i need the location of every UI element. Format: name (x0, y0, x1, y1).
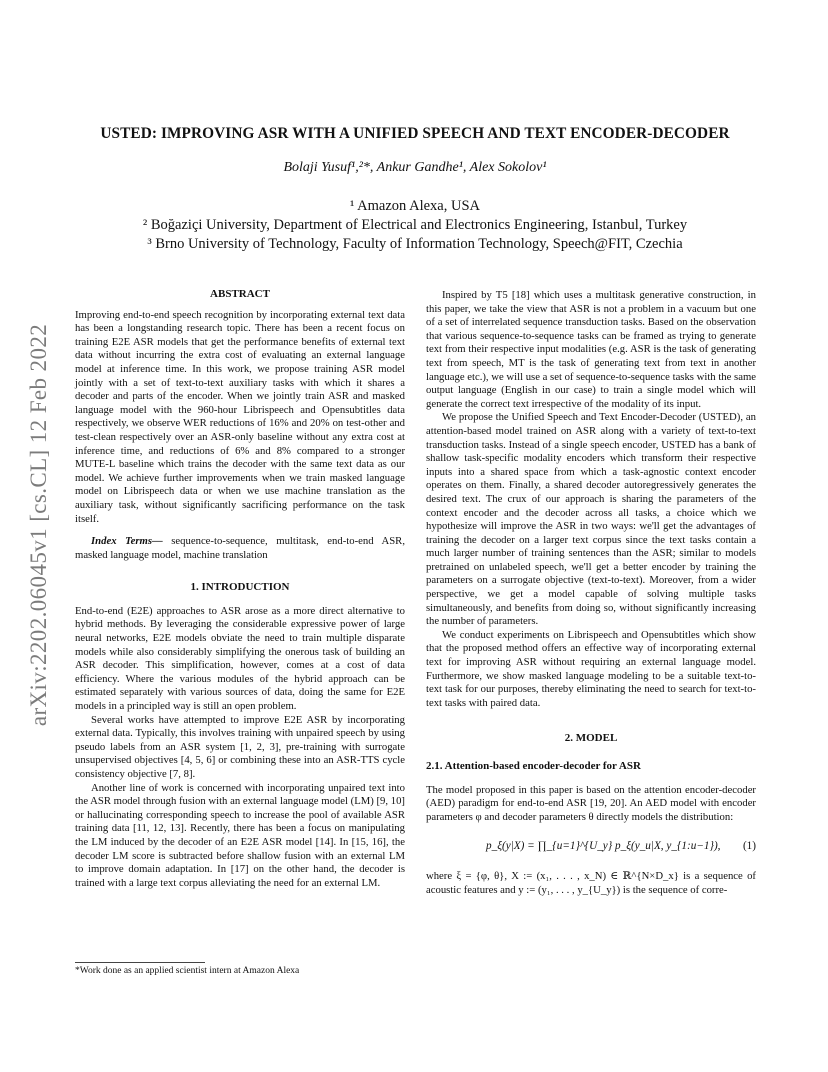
equation-1 (426, 840, 756, 854)
index-terms-label: Index Terms— (91, 535, 163, 548)
intro-paragraph-3: Another line of work is concerned with incorporating unpaired text into the ASR model through fusion with an external language model (LM) [9, 10] or hallucinating corresponding speech to increase the pool of available ASR training data [11, 12, 13]. Recently, there has been a focus on manipulating the LM induced by the decoder of an E2E ASR model [14]. In [15, 16], the decoder LM score is subtracted before shallow fusion with an external LM to improve domain adaptation. In [17] on the other hand, the decoder is trained with a large text corpus alleviating the need for an external LM. (75, 781, 405, 889)
arxiv-id: arXiv:2202.06045v1 [cs.CL] 12 Feb 2022 (26, 323, 51, 727)
footnote: *Work done as an applied scientist intern at Amazon Alexa (75, 966, 300, 976)
model-subheading: 2.1. Attention-based encoder-decoder for ASR (426, 760, 641, 772)
right-column (426, 289, 756, 897)
abstract-heading: ABSTRACT (210, 288, 270, 300)
affiliation-1: ¹ Amazon Alexa, USA (350, 198, 480, 214)
introduction-heading: 1. INTRODUCTION (190, 581, 290, 594)
arxiv-sidebar-stamp (22, 290, 56, 760)
affiliation-3: ³ Brno University of Technology, Faculty of Information Technology, Speech@FIT, Czechia (147, 236, 683, 252)
author-list: Bolaji Yusuf¹,²*, Ankur Gandhe¹, Alex Sokolov¹ (283, 160, 547, 175)
model-heading: 2. MODEL (564, 732, 618, 745)
model-paragraph-2: where ξ = {φ, θ}, X := (x₁, . . . , x_N) ∈ ℝ^{N×D_x} is a sequence of acoustic features and y := (y₁, . . . , y_{U_y}) is the sequence of corre- (426, 869, 756, 896)
intro-paragraph-2: Several works have attempted to improve E2E ASR by incorporating external data. Typically, this involves training with unpaired speech by using pseudo labels from an ASR system [1, 2, 3], pre-training with surrogate unsupervised objectives [4, 5, 6] or combining these into an ASR-TTS cycle consistency objective [7, 8]. (75, 713, 405, 780)
footnote-divider (75, 962, 205, 963)
left-column (75, 288, 405, 890)
paper-title: USTED: IMPROVING ASR WITH A UNIFIED SPEECH AND TEXT ENCODER-DECODER (100, 125, 730, 142)
index-terms (75, 535, 405, 562)
affiliation-2: ² Boğaziçi University, Department of Electrical and Electronics Engineering, Istanbul, Turkey (142, 217, 688, 233)
index-terms-text: sequence-to-sequence, multitask, end-to-end ASR, masked language model, machine translation (75, 535, 405, 561)
intro-paragraph-5: We propose the Unified Speech and Text Encoder-Decoder (USTED), an attention-based model trained on ASR along with a variety of text-to-text transduction tasks. Instead of a single speech encoder, USTED has a bank of shallow task-specific modality encoders which transform their respective inputs into a shared space from which a task-agnostic context encoder operates on them. Finally, a shared decoder autoregressively generates the desired text. The crux of our approach is sharing the parameters of the context encoder and the decoder across all tasks, a choice which we hypothesize will improve the ASR in two ways: we'll get the advantages of training the decoder on a larger text corpus since the text tasks contain a much larger number of training sentences than the ASR; similar to models pretrained on unlabeled speech, we'll get a better encoder by training the parameters on a surrogate objective (text-to-text). Moreover, from a wider perspective, we get a model capable of solving multiple tasks simultaneously, and benefits from doing so, without significantly increasing the number of parameters. (426, 411, 756, 628)
abstract-text: Improving end-to-end speech recognition by incorporating external text data has been a longstanding research topic. There has been a recent focus on training E2E ASR models that get the performance benefits of external text data without incurring the extra cost of evaluating an external language model at inference time. In this work, we propose training ASR model jointly with a set of text-to-text auxiliary tasks with which it shares a decoder and parts of the encoder. When we jointly train ASR and masked language model with the 960-hour Librispeech and Opensubtitles data respectively, we observe WER reductions of 16% and 20% on test-other and test-clean respectively over an ASR-only baseline without any extra cost at inference time, and reductions of 6% and 8% compared to a stronger MUTE-L baseline which trains the decoder with the same text data as our model. We achieve further improvements when we train masked language model on Librispeech data or when we use machine translation as the auxiliary task, without significantly sacrificing performance on the task itself. (75, 308, 405, 525)
intro-paragraph-1: End-to-end (E2E) approaches to ASR arose as a more direct alternative to hybrid methods. By leveraging the considerable expressive power of large neural networks, E2E models obviate the need to train multiple disparate models while also considerably simplifying the onerous task of building an ASR decoder. This simplification, however, comes at a cost of data efficiency. Where the various modules of the hybrid approach can be estimated separately with various sources of data, doing the same for E2E models in a principled way is still an open problem. (75, 604, 405, 713)
intro-paragraph-6: We conduct experiments on Librispeech and Opensubtitles which show that the proposed method offers an effective way of incorporating external text for improving ASR without requiring an external language model. Furthermore, we show masked language modeling to be a suitable text-to-text task for our purposes, thereby eliminating the need to search for text-to-text tasks with paired data. (426, 628, 756, 709)
equation-number: (1) (742, 840, 756, 853)
equation-body: p_ξ(y|X) = ∏_{u=1}^{U_y} p_ξ(y_u|X, y_{1:u−1}), (486, 840, 721, 853)
intro-paragraph-4: Inspired by T5 [18] which uses a multitask generative construction, in this paper, we take the view that ASR is not a problem in a vacuum but one of a set of interrelated sequence transduction tasks. Based on the observation that various sequence-to-sequence tasks can be framed as trying to generate text from their respective input modalities (e.g. ASR is the task of generating text from speech, MT is the task of generating text from text in another language etc.), we will use a set of sequence-to-sequence tasks with the same output language (English in our case) to train a single model which will generate the correct text irrespective of the modality of its input. (426, 289, 757, 410)
model-paragraph-1: The model proposed in this paper is based on the attention encoder-decoder (AED) paradigm for end-to-end ASR [19, 20]. An AED model with encoder parameters φ and decoder parameters θ directly models the distribution: (426, 783, 756, 823)
